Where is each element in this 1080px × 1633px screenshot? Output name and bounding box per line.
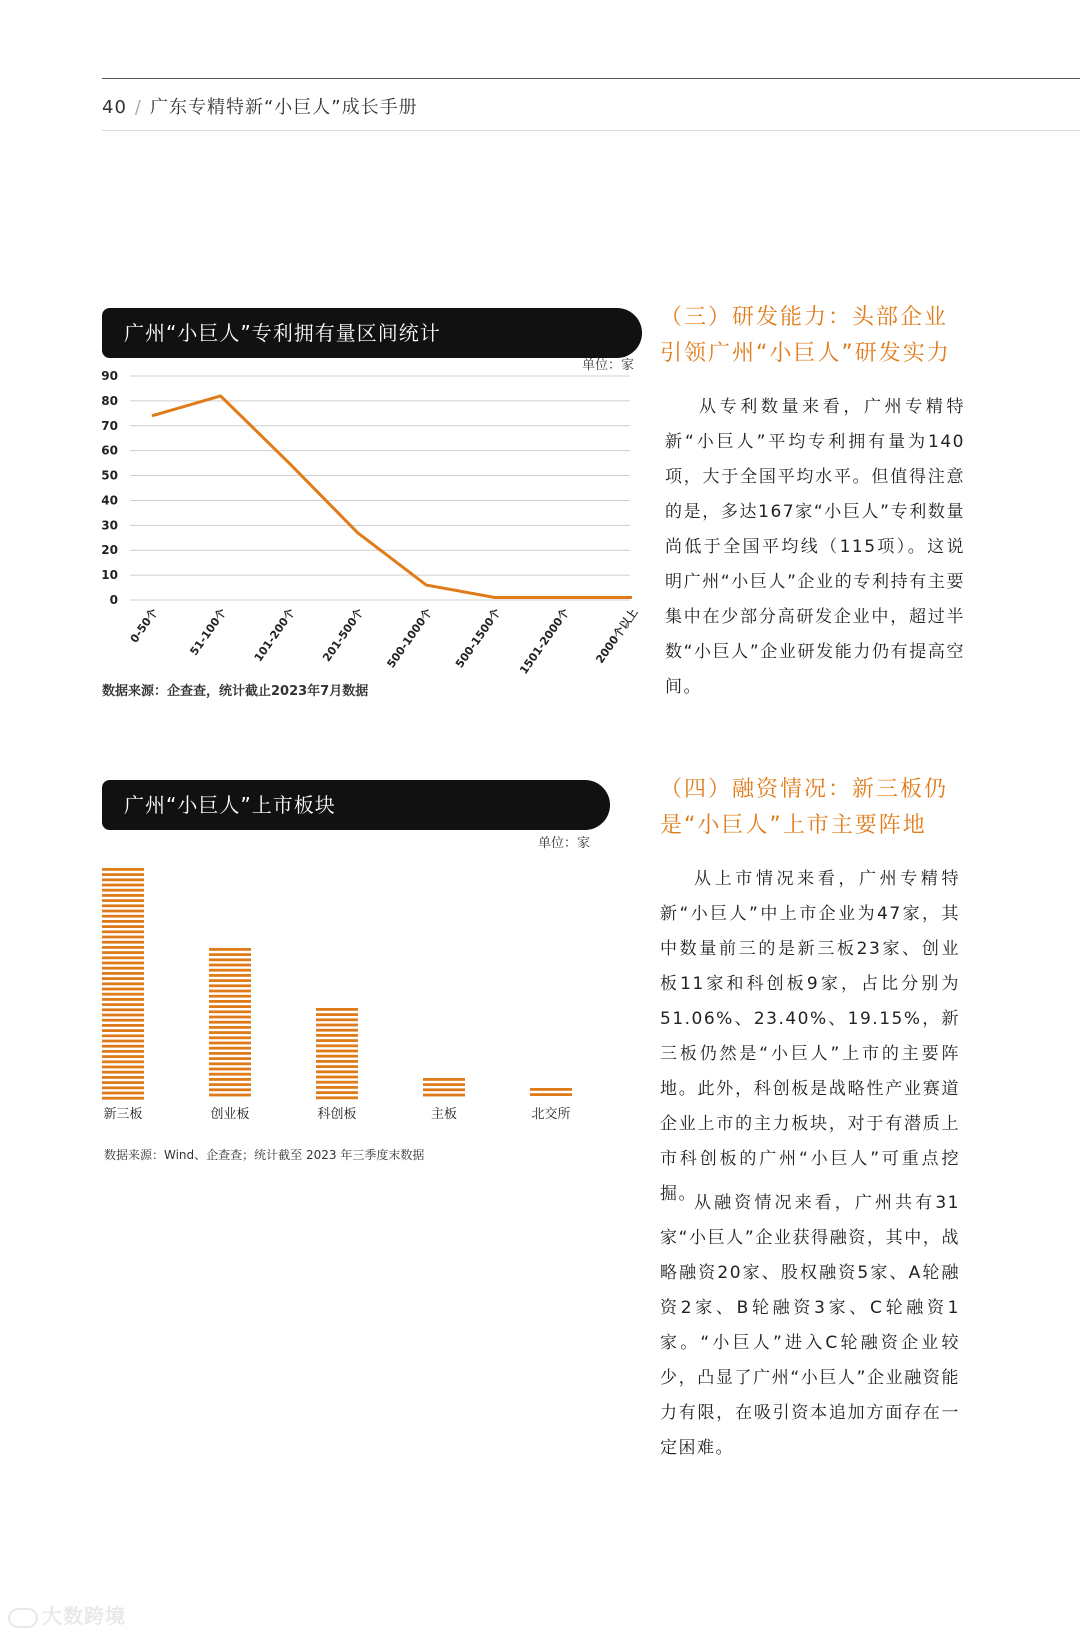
y-tick-label: 30 xyxy=(101,518,118,533)
bar-stripe xyxy=(209,1021,251,1024)
listing-board-bar-chart xyxy=(100,860,620,1132)
bar-stripe xyxy=(102,946,144,949)
bar-stripe xyxy=(102,951,144,954)
bar-stripe xyxy=(102,925,144,928)
bar-stripe xyxy=(209,1036,251,1039)
bar-stripe xyxy=(316,1034,358,1037)
bar-stripe xyxy=(102,962,144,965)
x-tick-label: 500-1000个 xyxy=(384,606,435,671)
category-label: 创业板 xyxy=(210,1107,250,1122)
category-label: 北交所 xyxy=(531,1107,571,1122)
bar-stripe xyxy=(209,953,251,956)
bar-stripe xyxy=(530,1088,572,1091)
bar-stripe xyxy=(209,995,251,998)
bar-stripe xyxy=(102,1050,144,1053)
bar-stripe xyxy=(316,1055,358,1058)
bar-stripe xyxy=(209,979,251,982)
bar-stripe xyxy=(102,988,144,991)
bar-stripe xyxy=(209,964,251,967)
bar-stripe xyxy=(102,915,144,918)
y-tick-label: 50 xyxy=(101,468,118,483)
y-tick-label: 10 xyxy=(101,568,118,583)
bar-stripe xyxy=(209,1047,251,1050)
bar-stripe xyxy=(102,941,144,944)
y-tick-label: 0 xyxy=(109,593,118,607)
bar xyxy=(530,1088,572,1096)
chart1-unit: 单位：家 xyxy=(582,358,635,373)
y-tick-label: 70 xyxy=(101,418,118,433)
bar-stripe xyxy=(423,1083,465,1086)
bar-stripe xyxy=(209,1026,251,1029)
x-tick-label: 101-200个 xyxy=(251,606,298,665)
chart2-title: 广州“小巨人”上市板块 xyxy=(124,793,336,817)
section3-paragraph: 从专利数量来看，广州专精特新“小巨人”平均专利拥有量为140项，大于全国平均水平。但值得注意的是，多达167家“小巨人”专利数量尚低于全国平均线（115项）。这说明广州“小巨人”企业的专利持有主要集中在少部分高研发企业中，超过半数“小巨人”企业研发能力仍有提高空间。 xyxy=(665,397,965,697)
bar-stripe xyxy=(316,1070,358,1073)
bar-stripe xyxy=(316,1060,358,1063)
y-tick-label: 20 xyxy=(101,543,118,558)
y-tick-label: 90 xyxy=(101,369,118,383)
chart1-title: 广州“小巨人”专利拥有量区间统计 xyxy=(124,321,441,345)
bar-stripe xyxy=(209,1088,251,1091)
bar-stripe xyxy=(316,1039,358,1042)
bar-stripe xyxy=(102,1086,144,1089)
watermark xyxy=(8,1600,126,1629)
bar xyxy=(209,948,251,1096)
bar-stripe xyxy=(209,1005,251,1008)
bar-stripe xyxy=(102,1060,144,1063)
bar-stripe xyxy=(102,1076,144,1079)
bar-stripe xyxy=(209,990,251,993)
bar-stripe xyxy=(209,1083,251,1086)
y-tick-label: 40 xyxy=(101,493,118,508)
bar-stripe xyxy=(209,1010,251,1013)
bar-stripe xyxy=(316,1024,358,1027)
y-tick-label: 60 xyxy=(101,443,118,458)
bar-stripe xyxy=(209,948,251,951)
bar-stripe xyxy=(102,899,144,902)
bar-stripe xyxy=(316,1044,358,1047)
bar-stripe xyxy=(209,958,251,961)
bar-stripe xyxy=(102,904,144,907)
bar-stripe xyxy=(316,1029,358,1032)
bar-stripe xyxy=(102,910,144,913)
bar-stripe xyxy=(102,1008,144,1011)
bar-stripe xyxy=(209,1094,251,1097)
bar-stripe xyxy=(102,1034,144,1037)
bar-stripe xyxy=(102,884,144,887)
book-title: 广东专精特新“小巨人”成长手册 xyxy=(149,97,418,118)
chart1-title-banner xyxy=(102,308,642,358)
bar-stripe xyxy=(209,1073,251,1076)
bar-stripe xyxy=(102,1029,144,1032)
x-tick-label: 0-50个 xyxy=(127,606,161,646)
bar-stripe xyxy=(102,889,144,892)
x-tick-label: 500-1500个 xyxy=(452,606,504,671)
watermark-text: 大数跨境 xyxy=(42,1604,126,1628)
bar-stripe xyxy=(209,1052,251,1055)
header-divider: / xyxy=(134,97,142,118)
bar-stripe xyxy=(209,1016,251,1019)
bar-stripe xyxy=(209,1042,251,1045)
bar-stripe xyxy=(209,1062,251,1065)
bar-stripe xyxy=(102,920,144,923)
section4-paragraph-1: 从上市情况来看，广州专精特新“小巨人”中上市企业为47家，其中数量前三的是新三板23家、创业板11家和科创板9家，占比分别为51.06%、23.40%、19.15%，新三板仍然是“小巨人”上市的主要阵地。此外，科创板是战略性产业赛道企业上市的主力板块，对于有潜质上市科创板的广州“小巨人”可重点挖掘。 xyxy=(660,869,960,1204)
bar-stripe xyxy=(209,969,251,972)
bar-stripe xyxy=(102,868,144,871)
chart2-title-banner xyxy=(102,780,610,830)
bar-stripe xyxy=(102,977,144,980)
running-header xyxy=(102,93,418,119)
bar-stripe xyxy=(102,1014,144,1017)
bar-stripe xyxy=(316,1086,358,1089)
bar-stripe xyxy=(209,1031,251,1034)
bar-stripe xyxy=(316,1096,358,1099)
bar-stripe xyxy=(530,1093,572,1096)
bar-stripe xyxy=(423,1088,465,1091)
bar-stripe xyxy=(102,1045,144,1048)
bar-stripe xyxy=(102,1019,144,1022)
bar-stripe xyxy=(316,1065,358,1068)
bar-stripe xyxy=(102,1040,144,1043)
page-number: 40 xyxy=(102,97,127,118)
bar-stripe xyxy=(209,1000,251,1003)
y-tick-label: 80 xyxy=(101,393,118,408)
bar-stripe xyxy=(316,1050,358,1053)
bar-stripe xyxy=(209,984,251,987)
bar-stripe xyxy=(316,1091,358,1094)
bar-stripe xyxy=(316,1018,358,1021)
header-bottom-rule xyxy=(102,130,1080,131)
bar-stripe xyxy=(102,982,144,985)
chart1-source: 数据来源：企查查，统计截止2023年7月数据 xyxy=(102,684,369,699)
bar-stripe xyxy=(209,1078,251,1081)
bar-stripe xyxy=(316,1008,358,1011)
bar-stripe xyxy=(209,1068,251,1071)
patent-count-line-chart xyxy=(100,368,650,678)
bar-stripe xyxy=(316,1076,358,1079)
category-label: 主板 xyxy=(430,1107,458,1122)
bar-stripe xyxy=(102,1092,144,1095)
bar-stripe xyxy=(102,1024,144,1027)
bar-stripe xyxy=(102,878,144,881)
bar-stripe xyxy=(102,1097,144,1100)
watermark-logo-icon xyxy=(8,1608,38,1628)
x-tick-label: 201-500个 xyxy=(320,606,367,665)
bar-stripe xyxy=(102,936,144,939)
bar-stripe xyxy=(102,956,144,959)
bar-stripe xyxy=(102,873,144,876)
bar-stripe xyxy=(102,972,144,975)
bar-stripe xyxy=(316,1081,358,1084)
header-top-rule xyxy=(102,78,1080,79)
bar-stripe xyxy=(102,1066,144,1069)
bar xyxy=(423,1078,465,1096)
bar-stripe xyxy=(102,930,144,933)
bar-stripe xyxy=(209,1057,251,1060)
bar-stripe xyxy=(102,993,144,996)
bar-stripe xyxy=(102,894,144,897)
bar xyxy=(102,868,144,1100)
chart2-source: 数据来源：Wind、企查查；统计截至 2023 年三季度末数据 xyxy=(104,1148,425,1162)
bar-stripe xyxy=(102,1055,144,1058)
section4-title: （四）融资情况：新三板仍是“小巨人”上市主要阵地 xyxy=(660,777,949,838)
bar-stripe xyxy=(102,1003,144,1006)
section4-paragraph-2: 从融资情况来看，广州共有31家“小巨人”企业获得融资，其中，战略融资20家、股权融资5家、A轮融资2家、B轮融资3家、C轮融资1家。“小巨人”进入C轮融资企业较少，凸显了广州“小巨人”企业融资能力有限，在吸引资本追加方面存在一定困难。 xyxy=(660,1193,960,1458)
chart2-unit: 单位：家 xyxy=(538,836,591,851)
bar-stripe xyxy=(102,1081,144,1084)
section3-title: （三）研发能力：头部企业引领广州“小巨人”研发实力 xyxy=(660,305,951,366)
bar-stripe xyxy=(209,974,251,977)
bar-stripe xyxy=(316,1013,358,1016)
bar-stripe xyxy=(102,998,144,1001)
x-tick-label: 1501-2000个 xyxy=(517,606,572,677)
category-label: 科创板 xyxy=(317,1107,357,1122)
x-tick-label: 51-100个 xyxy=(187,606,230,658)
category-label: 新三板 xyxy=(103,1107,143,1122)
bar-stripe xyxy=(102,967,144,970)
bar-stripe xyxy=(423,1094,465,1097)
x-tick-label: 2000个以上 xyxy=(593,606,641,666)
bar-stripe xyxy=(102,1071,144,1074)
bar xyxy=(316,1008,358,1099)
bar-stripe xyxy=(423,1078,465,1081)
